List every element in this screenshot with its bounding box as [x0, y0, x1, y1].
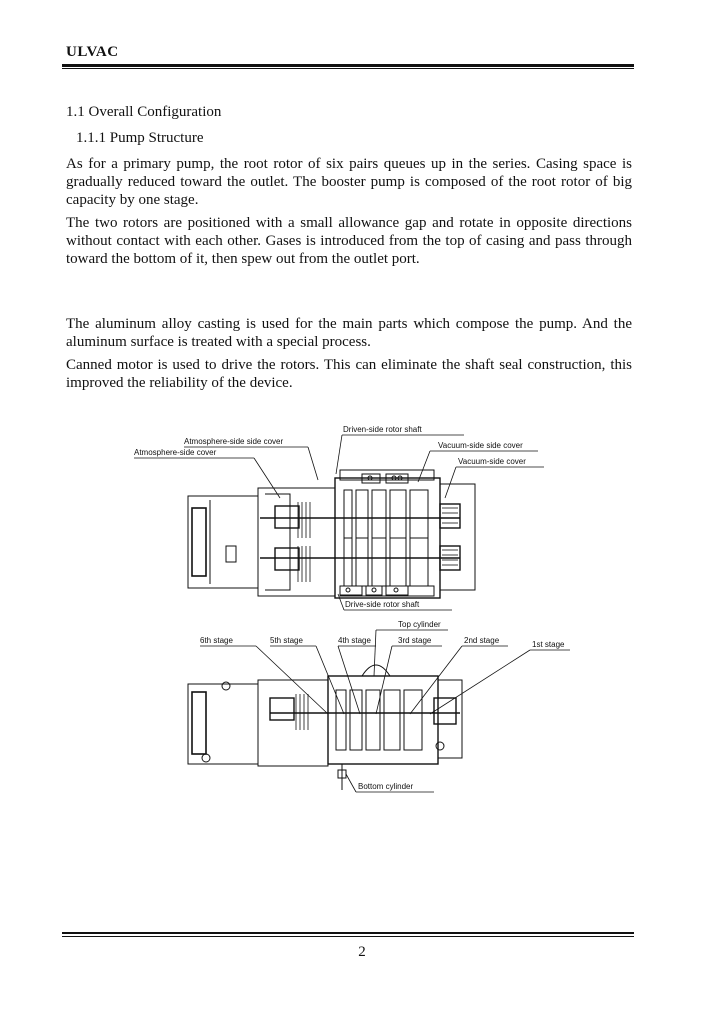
label-top-cylinder: Top cylinder — [398, 620, 441, 629]
label-driven-side-rotor-shaft: Driven-side rotor shaft — [343, 425, 422, 434]
label-1st-stage: 1st stage — [532, 640, 565, 649]
label-bottom-cylinder: Bottom cylinder — [358, 782, 414, 791]
section-title: 1.1 Overall Configuration — [66, 104, 222, 120]
page-number: 2 — [358, 944, 366, 960]
pump-top-view — [188, 470, 475, 598]
subsection-title: 1.1.1 Pump Structure — [76, 130, 204, 146]
label-3rd-stage: 3rd stage — [398, 636, 432, 645]
label-4th-stage: 4th stage — [338, 636, 371, 645]
footer-rule-thin — [62, 936, 634, 937]
label-6th-stage: 6th stage — [200, 636, 233, 645]
paragraph-1: As for a primary pump, the root rotor of six pairs queues up in the series. Casing space is gradually reduced toward the outlet. The booster pump is composed of the root rotor of big capacity by one stage. — [66, 156, 632, 208]
paragraph-4: Canned motor is used to drive the rotors. This can eliminate the shaft seal construction, this improved the reliability of the device. — [66, 357, 632, 391]
company-logo: ULVAC — [66, 44, 119, 60]
label-5th-stage: 5th stage — [270, 636, 303, 645]
motor-side — [188, 684, 258, 764]
label-vacuum-side-side-cover: Vacuum-side side cover — [438, 441, 523, 450]
label-atmosphere-side-cover: Atmosphere-side cover — [134, 448, 217, 457]
paragraph-3: The aluminum alloy casting is used for the main parts which compose the pump. And the aluminum surface is treated with a special process. — [66, 316, 632, 350]
pump-side-view — [188, 665, 462, 790]
label-drive-side-rotor-shaft: Drive-side rotor shaft — [345, 600, 420, 609]
paragraph-2: The two rotors are positioned with a small allowance gap and rotate in opposite directions without contact with each other. Gases is introduced from the top of casing and pass through toward the bottom of it, then spew out from the outlet port. — [66, 215, 632, 267]
motor-top — [188, 496, 258, 588]
label-2nd-stage: 2nd stage — [464, 636, 500, 645]
label-atmosphere-side-side-cover: Atmosphere-side side cover — [184, 437, 284, 446]
label-vacuum-side-cover: Vacuum-side cover — [458, 457, 526, 466]
footer-rule — [62, 932, 634, 934]
header-rule — [62, 64, 634, 67]
pump-structure-diagram — [130, 418, 570, 798]
header-rule-thin — [62, 68, 634, 69]
